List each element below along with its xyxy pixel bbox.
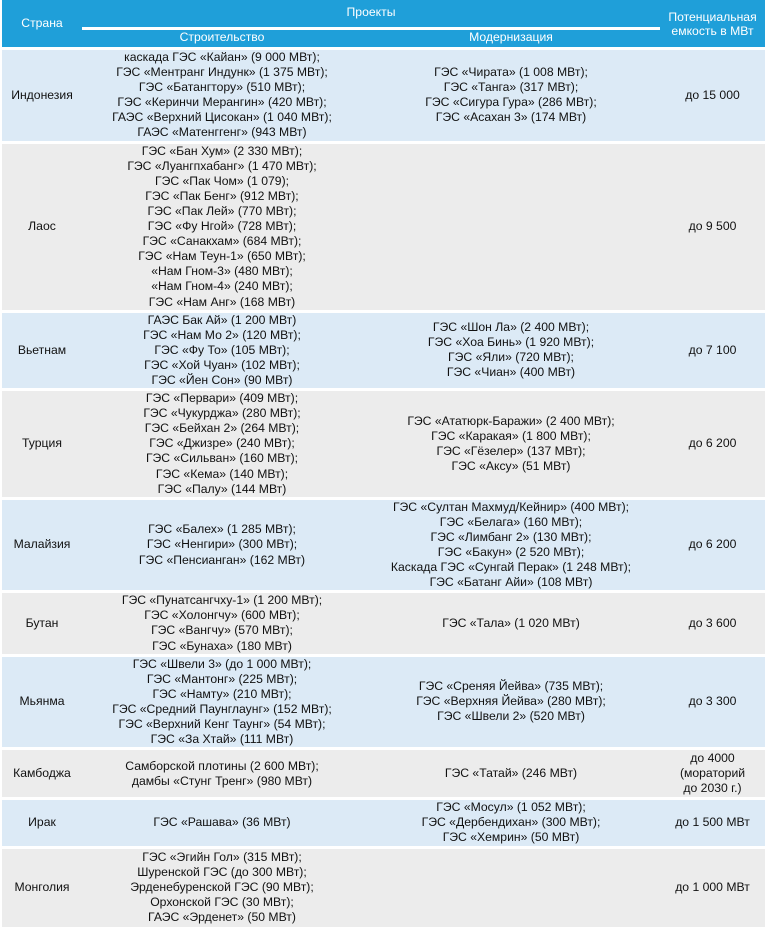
cell-capacity	[660, 750, 765, 797]
cell-construction-line: ГЭС «Рашава» (36 МВт)	[153, 815, 291, 830]
table-row	[2, 391, 765, 497]
cell-construction	[82, 657, 362, 748]
cell-modernization-line: ГЭС «Асахан 3» (174 МВт)	[435, 110, 587, 125]
cell-construction-line: ГЭС «Хой Чуан» (102 МВт);	[144, 357, 300, 372]
cell-construction-line: ГЭС «Вангчу» (570 МВт);	[151, 623, 293, 638]
cell-country: Монголия	[2, 849, 82, 927]
cell-construction	[82, 750, 362, 797]
cell-modernization-line: ГЭС «Швели 2» (520 МВт)	[437, 709, 585, 724]
cell-modernization	[362, 313, 660, 388]
cell-construction-line: ГАЭС «Матенггенг» (943 МВт)	[137, 125, 307, 140]
cell-modernization-line: ГЭС «Хемрин» (50 МВт)	[442, 830, 580, 845]
header-modernization: Модернизация	[362, 30, 660, 47]
cell-modernization-line: ГЭС «Гёзелер» (137 МВт);	[436, 443, 586, 458]
cell-modernization-line: ГЭС «Каракая» (1 800 МВт);	[431, 428, 591, 443]
cell-construction-line: ГЭС «Санакхам» (684 МВт);	[142, 234, 302, 249]
cell-construction-line: ГЭС «Фу Нгой» (728 МВт);	[147, 219, 297, 234]
cell-country: Бутан	[2, 593, 82, 653]
cell-modernization-line: ГЭС «Аксу» (51 МВт)	[451, 458, 571, 473]
table-row	[2, 593, 765, 653]
cell-construction	[82, 849, 362, 927]
cell-modernization-line: ГЭС «Ататюрк-Баражи» (2 400 МВт);	[407, 413, 615, 428]
cell-construction-line: ГЭС «Палу» (144 МВт)	[157, 481, 287, 496]
cell-construction-line: «Нам Гном-4» (240 МВт);	[151, 279, 293, 294]
cell-capacity-line: до 3 600	[688, 615, 737, 630]
cell-capacity	[660, 849, 765, 927]
cell-country: Турция	[2, 391, 82, 497]
cell-modernization	[362, 144, 660, 310]
cell-construction-line: ГЭС «Первари» (409 МВт);	[145, 391, 299, 406]
cell-construction-line: ГЭС «Сильван» (160 МВт);	[145, 451, 299, 466]
cell-capacity	[660, 313, 765, 388]
cell-construction	[82, 391, 362, 497]
cell-capacity-line: до 1 500 МВт	[675, 815, 750, 830]
cell-construction-line: ГЭС «Швели 3» (до 1 000 МВт);	[132, 656, 312, 671]
cell-construction-line: ГЭС «Чукурджа» (280 МВт);	[143, 406, 301, 421]
cell-capacity-line: до 15 000	[685, 87, 740, 102]
hydro-projects-table	[2, 0, 765, 930]
cell-country: Вьетнам	[2, 313, 82, 388]
cell-country: Малайзия	[2, 500, 82, 591]
cell-construction-line: Шуренской ГЭС (до 300 МВт);	[137, 864, 307, 879]
cell-capacity-line: до 3 300	[688, 694, 737, 709]
cell-modernization-line: ГЭС «Дербендихан» (300 МВт);	[421, 815, 601, 830]
cell-modernization-line: ГЭС «Верхняя Йейва» (280 МВт);	[416, 694, 606, 709]
cell-construction-line: ГЭС «Намту» (210 МВт);	[152, 686, 292, 701]
cell-capacity	[660, 800, 765, 845]
cell-capacity-line: до 4000	[690, 751, 735, 766]
cell-construction-line: ГЭС «За Хтай» (111 МВт)	[150, 732, 294, 747]
cell-modernization	[362, 800, 660, 845]
cell-construction-line: ГЭС «Балех» (1 285 МВт);	[148, 522, 296, 537]
header-country: Страна	[2, 0, 82, 47]
cell-construction-line: Орхонской ГЭС (30 МВт);	[150, 895, 294, 910]
cell-capacity-line: до 9 500	[688, 219, 737, 234]
cell-modernization	[362, 500, 660, 591]
cell-construction-line: ГАЭС «Верхний Цисокан» (1 040 МВт);	[112, 110, 332, 125]
cell-construction-line: ГЭС «Пак Чом» (1 079);	[154, 173, 290, 188]
cell-modernization-line: ГЭС «Мосул» (1 052 МВт);	[436, 800, 586, 815]
cell-modernization-line: ГЭС «Танга» (317 МВт);	[443, 80, 579, 95]
cell-construction-line: дамбы «Стунг Тренг» (980 МВт)	[131, 773, 313, 788]
header-capacity-line1: Потенциальная	[668, 9, 757, 24]
cell-modernization-line: ГЭС «Шон Ла» (2 400 МВт);	[432, 320, 590, 335]
cell-construction-line: ГЭС «Нам Теун-1» (650 МВт);	[138, 249, 306, 264]
cell-country: Лаос	[2, 144, 82, 310]
cell-modernization	[362, 593, 660, 653]
cell-construction-line: ГЭС «Луангпхабанг» (1 470 МВт);	[127, 158, 317, 173]
cell-capacity	[660, 144, 765, 310]
cell-modernization-line: ГЭС «Среняя Йейва» (735 МВт);	[418, 679, 604, 694]
cell-modernization-line: ГЭС «Хоа Бинь» (1 920 МВт);	[427, 335, 595, 350]
cell-construction	[82, 500, 362, 591]
table-row	[2, 800, 765, 845]
cell-construction	[82, 800, 362, 845]
cell-country: Мьянма	[2, 657, 82, 748]
cell-construction-line: ГЭС «Бунаха» (180 МВт)	[152, 638, 292, 653]
cell-construction-line: ГЭС «Верхний Кенг Таунг» (54 МВт);	[118, 717, 326, 732]
cell-modernization-line: Каскада ГЭС «Сунгай Перак» (1 248 МВт);	[390, 560, 632, 575]
cell-modernization-line: ГЭС «Батанг Айи» (108 МВт)	[429, 575, 593, 590]
cell-construction-line: ГЭС «Йен Сон» (90 МВт)	[151, 372, 293, 387]
cell-construction-line: ГЭС «Пак Бенг» (912 МВт);	[145, 188, 299, 203]
cell-construction-line: ГЭС «Средний Паунглаунг» (152 МВт);	[112, 701, 332, 716]
cell-construction	[82, 50, 362, 141]
cell-country: Ирак	[2, 800, 82, 845]
cell-construction-line: ГЭС «Батангтору» (510 МВт);	[138, 80, 306, 95]
cell-modernization-line: ГЭС «Белага» (160 МВт);	[439, 514, 583, 529]
header-capacity	[660, 0, 765, 47]
table-row	[2, 50, 765, 141]
cell-modernization	[362, 391, 660, 497]
cell-construction-line: ГЭС «Пунатсангчху-1» (1 200 МВт);	[121, 593, 323, 608]
table-row	[2, 500, 765, 591]
cell-modernization	[362, 750, 660, 797]
cell-modernization-line: ГЭС «Яли» (720 МВт);	[448, 350, 574, 365]
table-row	[2, 313, 765, 388]
cell-modernization-line: ГЭС «Чирата» (1 008 МВт);	[434, 65, 588, 80]
cell-capacity	[660, 391, 765, 497]
cell-construction-line: ГЭС «Бан Хум» (2 330 МВт);	[141, 143, 303, 158]
table-row	[2, 750, 765, 797]
cell-construction-line: ГЭС «Керинчи Мерангин» (420 МВт);	[117, 95, 327, 110]
cell-modernization-line: ГЭС «Тала» (1 020 МВт)	[442, 615, 580, 630]
header-projects: Проекты	[82, 0, 660, 27]
cell-modernization	[362, 657, 660, 748]
cell-construction-line: ГЭС «Фу То» (105 МВт);	[154, 342, 290, 357]
cell-construction-line: ГЭС «Эгийн Гол» (315 МВт);	[142, 849, 302, 864]
cell-capacity	[660, 50, 765, 141]
cell-capacity-line: до 1 000 МВт	[675, 879, 750, 894]
cell-construction	[82, 313, 362, 388]
cell-capacity-line: до 2030 г.)	[683, 781, 742, 796]
header-capacity-line2: емкость в МВт	[671, 23, 754, 38]
cell-construction-line: ГЭС «Ментранг Индунк» (1 375 МВт);	[116, 65, 328, 80]
table-row	[2, 657, 765, 748]
cell-construction-line: ГЭС «Нам Анг» (168 МВт)	[148, 294, 296, 309]
cell-modernization-line: ГЭС «Сигура Гура» (286 МВт);	[425, 95, 597, 110]
cell-capacity-line: до 6 200	[688, 436, 737, 451]
table-body	[2, 50, 765, 927]
cell-modernization	[362, 849, 660, 927]
cell-construction-line: ГЭС «Бейхан 2» (264 МВт);	[144, 421, 300, 436]
cell-capacity	[660, 657, 765, 748]
header-construction: Строительство	[82, 30, 362, 47]
cell-modernization-line: ГЭС «Чиан» (400 МВт)	[446, 365, 576, 380]
cell-country: Индонезия	[2, 50, 82, 141]
cell-capacity-line: до 6 200	[688, 537, 737, 552]
cell-modernization-line: ГЭС «Султан Махмуд/Кейнир» (400 МВт);	[392, 499, 630, 514]
cell-construction-line: ГЭС «Пенсианган» (162 МВт)	[138, 552, 306, 567]
cell-construction-line: ГЭС «Нам Мо 2» (120 МВт);	[143, 327, 301, 342]
table-row	[2, 144, 765, 310]
cell-construction-line: ГЭС «Кема» (140 МВт);	[155, 466, 289, 481]
cell-country: Камбоджа	[2, 750, 82, 797]
cell-capacity	[660, 593, 765, 653]
cell-modernization-line: ГЭС «Татай» (246 МВт)	[444, 766, 578, 781]
cell-capacity-line: до 7 100	[688, 342, 737, 357]
cell-construction-line: ГАЭС «Эрденет» (50 МВт)	[148, 910, 296, 925]
cell-construction	[82, 144, 362, 310]
cell-modernization-line: ГЭС «Бакун» (2 520 МВт);	[437, 545, 585, 559]
cell-capacity	[660, 500, 765, 591]
table-row	[2, 849, 765, 927]
cell-construction-line: каскада ГЭС «Кайан» (9 000 МВт);	[124, 50, 320, 64]
table-header	[2, 0, 765, 47]
cell-construction-line: Самборской плотины (2 600 МВт);	[125, 758, 319, 773]
cell-modernization	[362, 50, 660, 141]
cell-construction-line: ГЭС «Пак Лей» (770 МВт);	[147, 203, 297, 218]
cell-construction-line: Эрденебуренской ГЭС (90 МВт);	[130, 879, 314, 894]
cell-construction-line: ГЭС «Мантонг» (225 МВт);	[146, 671, 298, 686]
cell-construction-line: «Нам Гном-3» (480 МВт);	[151, 264, 293, 279]
cell-construction	[82, 593, 362, 653]
cell-construction-line: ГЭС «Джизре» (240 МВт);	[149, 436, 295, 451]
cell-construction-line: ГАЭС Бак Ай» (1 200 МВт)	[147, 312, 297, 327]
cell-construction-line: ГЭС «Ненгири» (300 МВт);	[146, 537, 298, 552]
cell-capacity-line: (мораторий	[679, 766, 746, 781]
cell-modernization-line: ГЭС «Лимбанг 2» (130 МВт);	[430, 529, 592, 544]
cell-construction-line: ГЭС «Холонгчу» (600 МВт);	[144, 608, 300, 623]
